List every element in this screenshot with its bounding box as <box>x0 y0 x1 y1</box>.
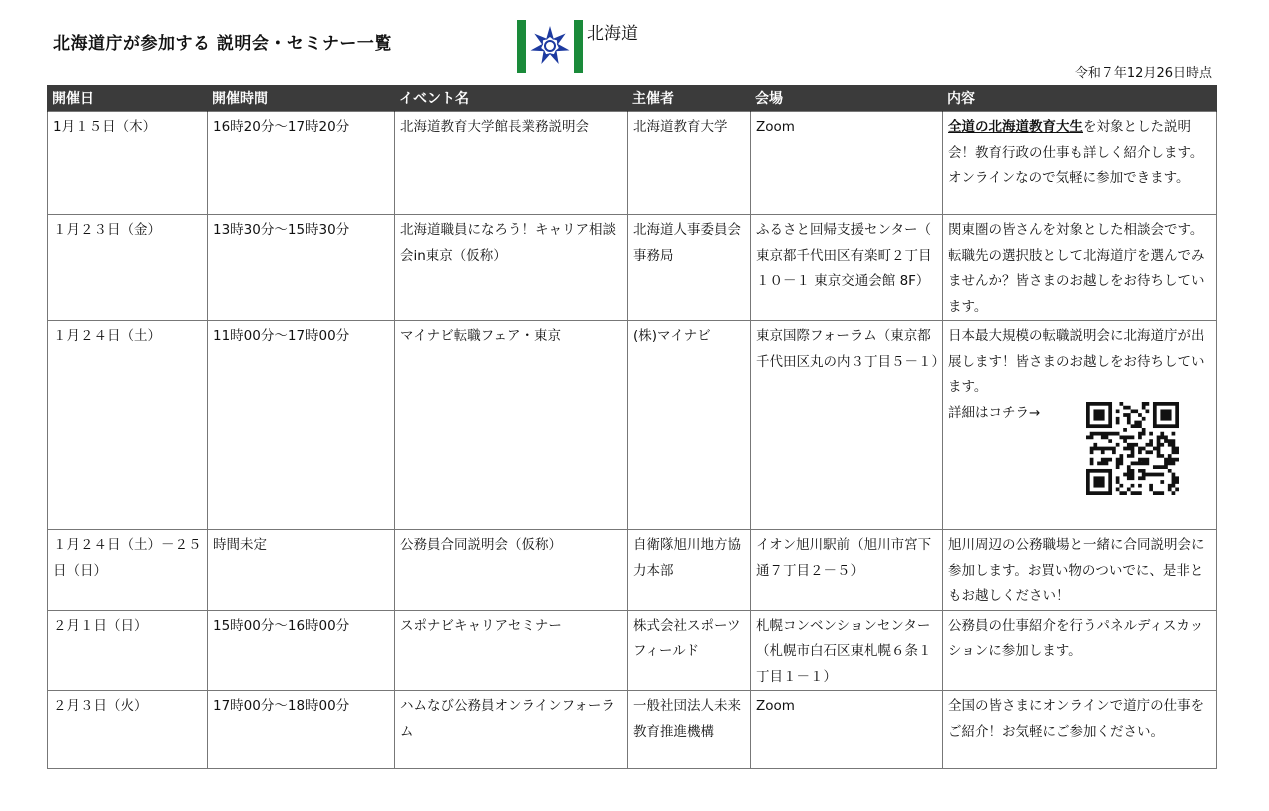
cell-date: ２月３日（火） <box>48 691 208 769</box>
cell-venue: 東京国際フォーラム（東京都千代田区丸の内３丁目５－１） <box>751 321 943 530</box>
cell-organizer: (株)マイナビ <box>628 321 751 530</box>
cell-content: 旭川周辺の公務職場と一緒に合同説明会に参加します。お買い物のついでに、是非ともお越しください！ <box>943 530 1217 611</box>
table-row <box>48 530 1217 611</box>
logo-text: 北海道 <box>587 24 638 44</box>
page-title: 北海道庁が参加する 説明会・セミナー一覧 <box>53 34 392 54</box>
cell-content <box>943 112 1217 215</box>
cell-content: 公務員の仕事紹介を行うパネルディスカッションに参加します。 <box>943 610 1217 691</box>
column-header-time: 開催時間 <box>208 85 395 112</box>
cell-organizer: 自衛隊旭川地方協力本部 <box>628 530 751 611</box>
cell-event: マイナビ転職フェア・東京 <box>395 321 628 530</box>
cell-venue: Zoom <box>751 691 943 769</box>
cell-time: 16時20分～17時20分 <box>208 112 395 215</box>
cell-date: 1月１５日（木） <box>48 112 208 215</box>
cell-time: 11時00分～17時00分 <box>208 321 395 530</box>
column-header-date: 開催日 <box>48 85 208 112</box>
detail-link[interactable]: 詳細はコチラ→ <box>948 404 1041 421</box>
cell-content <box>943 321 1217 530</box>
cell-venue: 札幌コンベンションセンター（札幌市白石区東札幌６条１丁目１－１） <box>751 610 943 691</box>
cell-organizer: 北海道教育大学 <box>628 112 751 215</box>
column-header-organizer: 主催者 <box>628 85 751 112</box>
cell-event: 北海道教育大学館長業務説明会 <box>395 112 628 215</box>
column-header-content: 内容 <box>943 85 1217 112</box>
qr-code-icon[interactable] <box>1086 402 1179 495</box>
content-text: 日本最大規模の転職説明会に北海道庁が出展します！皆さまのお越しをお待ちしています。 <box>948 328 1205 395</box>
cell-venue: イオン旭川駅前（旭川市宮下通７丁目２－５） <box>751 530 943 611</box>
cell-event: 公務員合同説明会（仮称） <box>395 530 628 611</box>
cell-time: 17時00分～18時00分 <box>208 691 395 769</box>
table-row <box>48 691 1217 769</box>
cell-date: ２月１日（日） <box>48 610 208 691</box>
content-text: を対象とした説明会！教育行政の仕事も詳しく紹介します。オンラインなので気軽に参加できます。 <box>948 119 1204 186</box>
table-row <box>48 215 1217 321</box>
cell-content: 関東圏の皆さんを対象とした相談会です。転職先の選択肢として北海道庁を選んでみませんか？皆さまのお越しをお待ちしています。 <box>943 215 1217 321</box>
cell-organizer: 北海道人事委員会事務局 <box>628 215 751 321</box>
cell-time: 時間未定 <box>208 530 395 611</box>
cell-time: 15時00分～16時00分 <box>208 610 395 691</box>
events-table <box>47 85 1217 769</box>
cell-content: 全国の皆さまにオンラインで道庁の仕事をご紹介！お気軽にご参加ください。 <box>943 691 1217 769</box>
cell-date: １月２３日（金） <box>48 215 208 321</box>
table-row <box>48 610 1217 691</box>
cell-date: １月２４日（土）－２５日（日） <box>48 530 208 611</box>
column-header-event: イベント名 <box>395 85 628 112</box>
cell-venue: Zoom <box>751 112 943 215</box>
cell-organizer: 一般社団法人未来教育推進機構 <box>628 691 751 769</box>
table-row <box>48 112 1217 215</box>
cell-event: ハムなび公務員オンラインフォーラム <box>395 691 628 769</box>
cell-organizer: 株式会社スポーツフィールド <box>628 610 751 691</box>
cell-venue: ふるさと回帰支援センター（ 東京都千代田区有楽町２丁目１０－１ 東京交通会館 8F） <box>751 215 943 321</box>
content-highlight: 全道の北海道教育大生 <box>948 119 1083 135</box>
cell-event: スポナビキャリアセミナー <box>395 610 628 691</box>
table-header-row <box>48 85 1217 112</box>
cell-event: 北海道職員になろう！キャリア相談会in東京（仮称） <box>395 215 628 321</box>
table-row <box>48 321 1217 530</box>
cell-time: 13時30分～15時30分 <box>208 215 395 321</box>
column-header-venue: 会場 <box>751 85 943 112</box>
cell-date: １月２４日（土） <box>48 321 208 530</box>
hokkaido-logo-icon <box>517 20 583 73</box>
as-of-date: 令和７年12月26日時点 <box>1074 66 1212 81</box>
